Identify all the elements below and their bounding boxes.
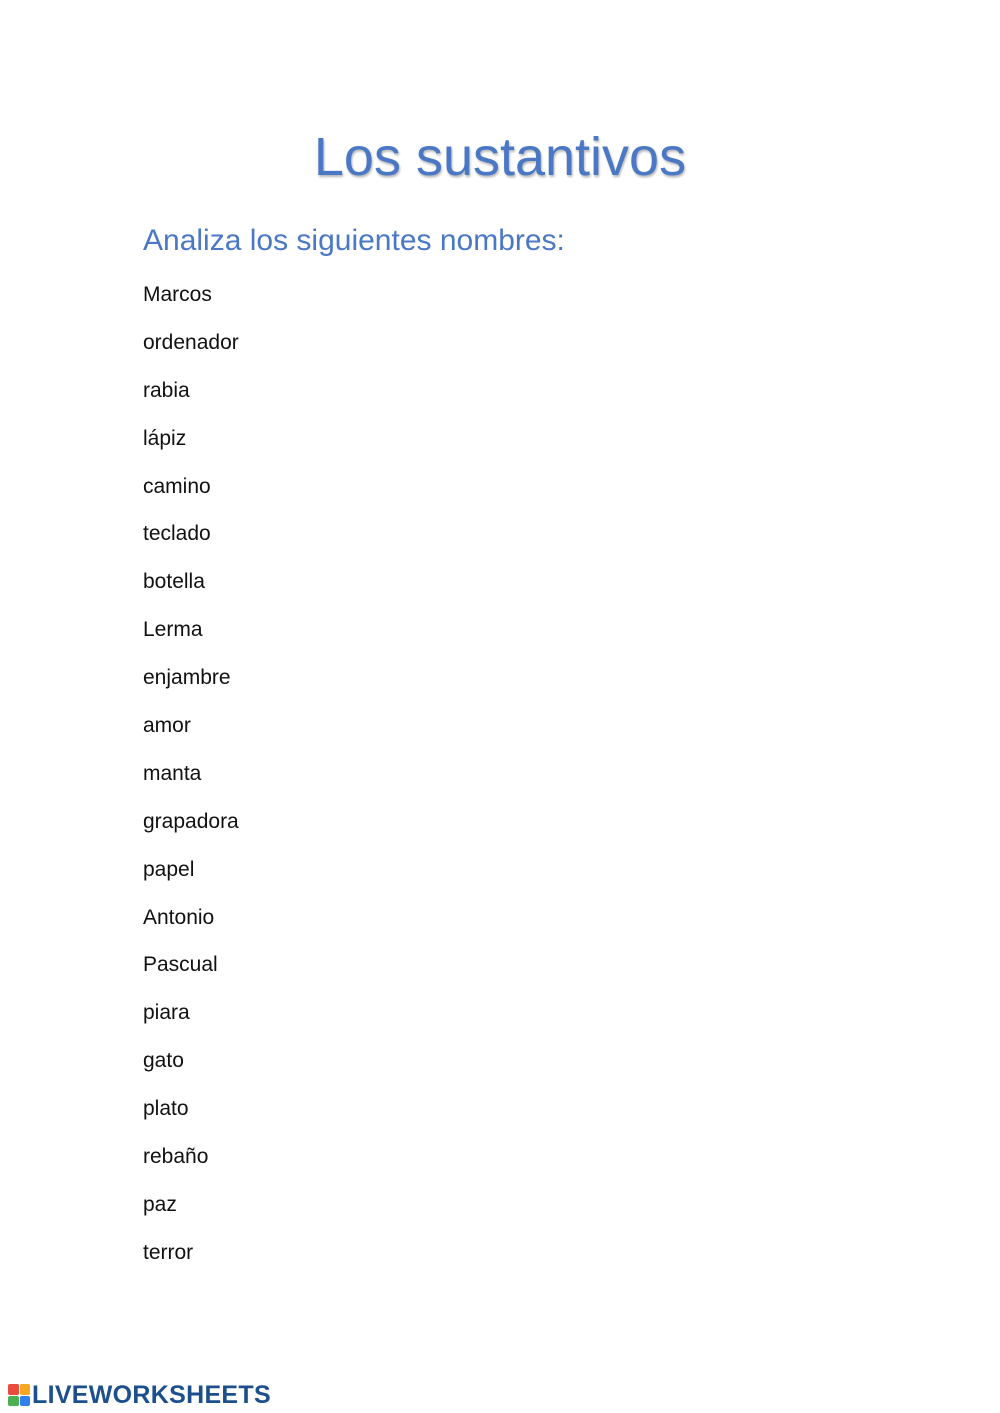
list-item: lápiz	[143, 426, 187, 450]
list-item: papel	[143, 857, 195, 881]
list-item: botella	[143, 570, 205, 594]
list-item: ordenador	[143, 330, 239, 354]
logo-block	[20, 1384, 31, 1395]
liveworksheets-logo[interactable]	[8, 1381, 271, 1409]
list-item: Antonio	[143, 905, 215, 929]
list-item: Pascual	[143, 953, 218, 977]
page-title: Los sustantivos	[313, 127, 687, 187]
list-item: gato	[143, 1049, 184, 1073]
logo-blocks-icon	[8, 1384, 30, 1406]
list-item: camino	[143, 474, 211, 498]
word-list	[143, 280, 239, 1286]
list-item: grapadora	[143, 809, 239, 833]
list-item: piara	[143, 1001, 190, 1025]
logo-block	[8, 1384, 19, 1395]
list-item: plato	[143, 1097, 189, 1121]
instructions-heading: Analiza los siguientes nombres:	[143, 224, 565, 257]
list-item: Lerma	[143, 618, 203, 642]
list-item: enjambre	[143, 666, 231, 690]
list-item: paz	[143, 1192, 177, 1216]
logo-block	[8, 1396, 19, 1407]
list-item: rabia	[143, 378, 190, 402]
list-item: terror	[143, 1240, 194, 1264]
list-item: manta	[143, 761, 202, 785]
logo-block	[20, 1396, 31, 1407]
list-item: Marcos	[143, 283, 212, 306]
list-item: teclado	[143, 522, 211, 546]
list-item: rebaño	[143, 1145, 209, 1169]
list-item: amor	[143, 714, 191, 738]
brand-name: LIVEWORKSHEETS	[32, 1380, 271, 1409]
